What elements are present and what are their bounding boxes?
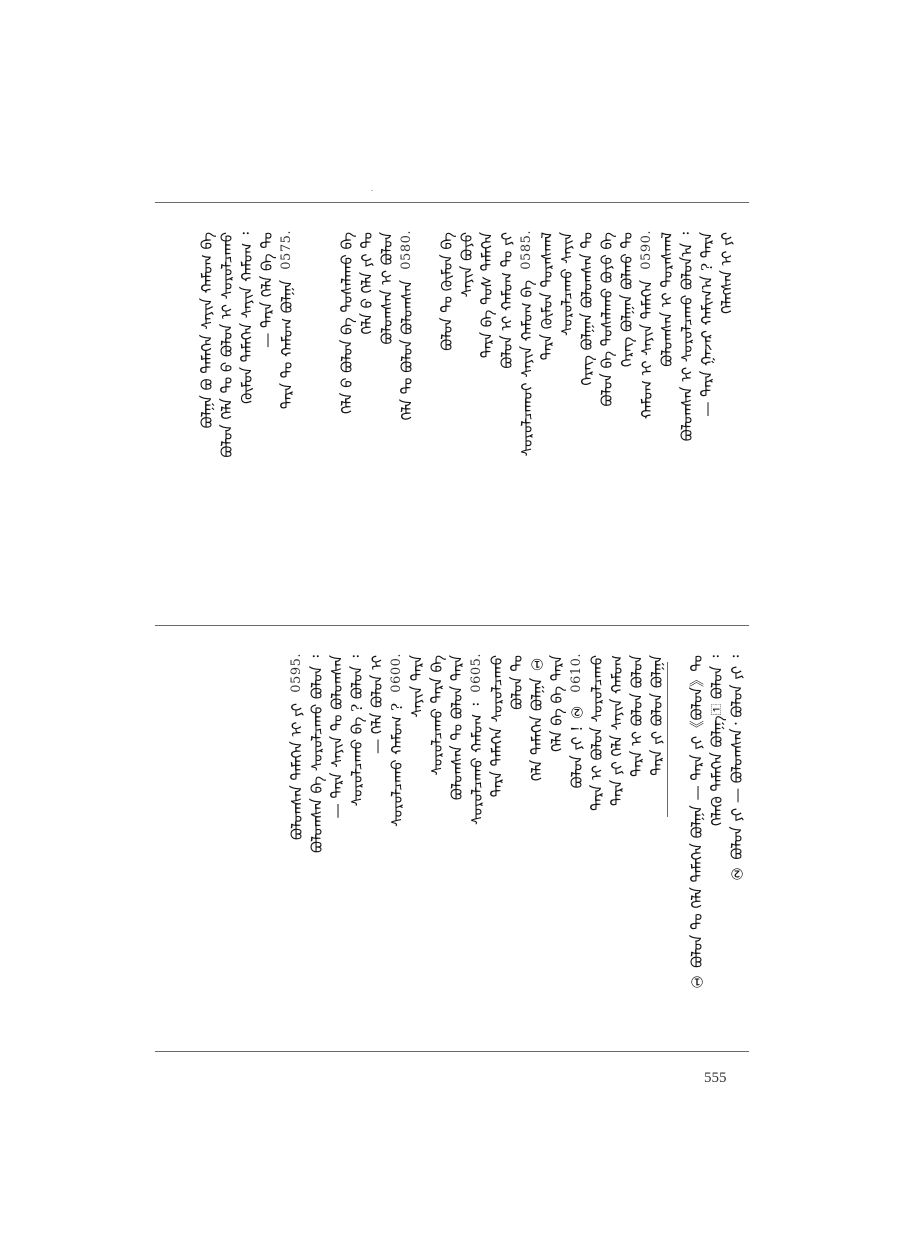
mongolian-text-line: ᠪᠣᠯᠣᠭᠰᠠᠨ ᠢ ᠰᠤᠷᠤᠯᠴᠠᠬᠤ ᠪᠣᠯᠣᠨ᠎ᠠ ᠄ [678,232,696,442]
mongolian-text-line: ᠰᠤᠷᠤᠯᠴᠠᠬᠤ ᠬᠠᠮᠤᠭ ? [388,703,406,827]
mongolian-text-line: ᠪᠣᠯᠣᠭᠰᠠᠨ ᠲᠤ ᠪᠣᠯᠣᠨ ᠲᠡᠷᠡ [448,655,466,801]
line-number: 0590. [639,230,654,270]
mongolian-text-line: ᠪᠣᠯᠣᠨ ᠪᠠ ᠲᠤᠰᠠᠯᠠᠬᠤ ᠪᠤᠶᠤ ᠪᠡ [598,232,616,407]
mongolian-text-line: ᠲᠡᠷᠡ ᠲᠡᠮᠡᠭᠡᠨ ᠰᠤᠷᠤᠯᠴᠠᠬᠤ [488,655,506,798]
mongolian-text-line: ᠬᠡᠯᠡ ᠲᠡᠮᠡᠭᠡᠨ ᠪᠣᠯᠭᠠ ① [528,655,546,782]
line-number: 0575. [279,230,294,270]
mongolian-text-line: — ᠬᠡᠯᠡ ᠪᠣᠯᠣᠨ ᠢ [368,655,386,754]
mongolian-text-line: ᠰᠠᠶᠢᠨ ᠲᠡᠷᠡ [408,655,426,718]
mongolian-text-line: ᠰᠤᠷᠤᠯᠴᠠᠬᠤ ᠲᠡᠷᠡ ᠪᠠ [428,655,446,776]
mongolian-text-line: ᠰᠤᠷᠤᠯᠴᠠᠬᠤᠢ ᠰᠠᠶᠢᠨ ᠬᠠᠮᠤᠭ ᠪᠡ [518,280,536,457]
line-number: 0605. [469,653,484,693]
mongolian-text-line: ᠪᠣᠯᠣᠭᠰᠠᠨ ᠲᠡᠮᠡᠭᠡᠨ ᠢ ᠶᠢ [288,703,306,841]
mongolian-text-line: ᠪᠣᠯᠣᠨ ᠲᠤ ᠬᠦᠮᠦᠨ ᠪᠡ [438,232,456,351]
mongolian-text-line: ② ᠪᠣᠯᠣᠨ ᠶᠢ — ᠪᠣᠯᠣᠭᠰᠠᠨ᠂ ᠪᠣᠯᠣᠨ ᠶᠢ ᠄ [728,655,746,883]
lower-text-block [155,653,749,991]
mongolian-text-line: ᠲᠡᠷᠡ ᠪᠠ ᠲᠤᠰ ᠲᠡᠮᠡᠭᠡᠨ [478,232,496,359]
mongolian-text-line: ᠪᠣᠯᠣᠨ ᠶᠢ ! ② [568,703,586,789]
mongolian-text-line: — ᠲᠡᠷᠡ ᠬᠡᠯᠡ ᠪᠠ ᠲᠤ [258,232,276,348]
mongolian-text-line: ᠪᠣᠯᠣᠨ ᠲᠤ [508,655,526,710]
page-number: 555 [704,1070,727,1086]
mongolian-text-line: ᠬᠡᠯᠡ ᠪᠠ ᠪᠡ ᠲᠡᠷᠡ [548,655,566,752]
upper-text-block [155,232,749,512]
mongolian-text-line: ᠬᠡᠯᠡᠭᠰᠡᠨ ᠢ ᠶᠢ [718,232,736,314]
mongolian-text-line: ᠲᠡᠷᠡ ᠶᠢ ᠪᠣᠯᠣᠨ ᠪᠣᠯᠭᠠ [648,655,666,776]
line-number: 0595. [289,653,304,693]
line-number: 0610. [569,653,584,693]
mongolian-text-line: ᠪᠣᠯᠭᠠ ᠪᠤ ᠲᠡᠮᠡᠭᠡᠨ ᠰᠠᠶᠢᠨ ᠬᠠᠮᠤᠭ ᠪᠡ [198,232,216,429]
mongolian-text-line: ᠪᠣᠯᠣᠭᠰᠠᠨ ᠢ ᠳᠤᠷᠠᠰᠬᠠᠯ [658,232,676,367]
mongolian-text-line: ᠰᠠᠶᠢᠨ ᠪᠤᠶᠤ [458,232,476,298]
mongolian-text-line: ᠬᠡᠷᠡᠭ ᠪᠣᠯᠭᠠᠨ ᠪᠣᠯᠣᠭᠰᠠᠨ ᠲᠤ [578,232,596,386]
line-number: 0580. [399,230,414,270]
mongolian-text-line: ᠲᠡᠷᠡ ᠢ ᠪᠣᠯᠣᠨ ᠰᠤᠷᠤᠯᠴᠠᠬᠤ [588,655,606,811]
mongolian-text-line: ᠰᠤᠷᠤᠯᠴᠠᠬᠤ ᠪᠠ ? ᠪᠣᠯᠣᠨ ᠄ [348,655,366,807]
mongolian-text-line: ① ᠪᠣᠯᠣᠨ ᠲᠤ ᠬᠡᠯᠡ ᠲᠡᠮᠡᠭᠡᠨ ᠪᠣᠯᠭᠠ — ᠲᠡᠷᠡ ᠶᠢ《ᠪᠣᠯᠣᠨ》ᠲᠤ [688,655,706,991]
mongolian-text-line: ᠪᠣᠯᠣᠨ ᠢ ᠬᠠᠮᠤᠭ ᠲᠤ ᠶᠢ [498,232,516,369]
mongolian-text-line: ᠰᠤᠷᠤᠯᠴᠠᠬᠤ ᠬᠠᠮᠤᠭ ᠄ [468,703,486,825]
mongolian-text-line: ᠲᠡᠷᠡ ᠲᠤ ᠬᠠᠮᠤᠭ ᠪᠣᠯᠭᠠ [278,280,296,410]
top-rule [155,202,749,203]
mongolian-text-line: ᠬᠡᠯᠡ ᠪ ᠪᠣᠯᠣᠨ ᠪᠠ ᠲᠤᠰᠠᠯᠠᠬᠤ ᠪᠠ [338,232,356,414]
mongolian-text-line: ᠬᠡᠯᠡ ᠪ ᠬᠡᠯᠡ ᠶᠢ ᠲᠤ [358,232,376,335]
mongolian-text-line: ᠪᠣᠯᠣᠨ ᠬᠡᠯᠡ ᠲᠤ ᠪ ᠪᠣᠯᠣᠨ ᠢ ᠰᠤᠷᠤᠯᠴᠠᠬᠤ [218,232,236,458]
bottom-rule [155,1051,749,1052]
mongolian-text-line: ᠬᠡᠯᠡ ᠲᠤ ᠪᠣᠯᠣᠨ ᠪᠣᠯᠣᠭᠰᠠᠨ [398,280,416,421]
mongolian-text-line: — ᠲᠡᠷᠡ ᠰᠠᠶᠢᠨ ᠲᠤ ᠪᠣᠯᠣᠭᠰᠠᠨ [328,655,346,819]
speck [371,190,373,191]
mongolian-text-line: ᠬᠦᠮᠦᠨ ᠲᠡᠮᠡᠭᠡᠨ ᠰᠠᠶᠢᠨ ᠬᠠᠮᠤᠭ ᠄ [238,232,256,404]
mongolian-text-line: ᠲᠡᠷᠡ ᠢ ᠪᠣᠯᠣᠨ ᠪᠣᠯᠣᠨ [628,655,646,777]
mongolian-text-line: ᠰᠤᠷᠤᠯᠴᠠᠬᠤ ᠰᠠᠶᠢᠨ [558,232,576,336]
middle-rule [155,625,749,626]
mongolian-text-line: ᠲᠡᠷᠡ ᠬᠦᠮᠦᠨ ᠳᠤᠷᠠᠰᠬᠠᠯ [538,232,556,361]
mongolian-text-line: ᠬᠡᠷᠡᠭ ᠪᠣᠯᠭᠠᠨ ᠪᠣᠯᠬᠤ ᠲᠤ [618,232,636,368]
mongolian-text-line: — ᠲᠡᠷᠡ ᠭᠠᠵᠠᠷ ᠬᠠᠮᠢᠭ᠎ᠠ ? ᠲᠡᠷᠡ [698,232,716,417]
mongolian-text-line: ᠬᠠᠮᠤᠭ ᠢ ᠰᠠᠶᠢᠨ ᠲᠡᠮᠡᠭᠡᠨ [638,280,656,420]
mongolian-text-line: ᠲᠡᠷᠡ ᠶᠢ ᠬᠡᠯᠡ ᠰᠠᠶᠢᠨ ᠬᠠᠮᠤᠭ [608,655,626,806]
mongolian-text-line: ᠪᠣᠯᠣᠭᠰᠠᠨ ᠪᠡ ᠰᠤᠷᠤᠯᠴᠠᠬᠤ ᠪᠣᠯᠣᠨ ᠄ [308,655,326,854]
line-number: 0600. [389,653,404,693]
mongolian-text-line: ᠬᠡᠯᠡᠬᠦ ᠲᠡᠮᠡᠭᠡᠨ ᠪᠣᠯᠭᠠ᠋᠋ ᠪᠣᠯᠣᠨ ᠄ [708,655,726,826]
line-number: 0585. [519,230,534,270]
mongolian-text-line: ᠪᠣᠯᠣᠭᠰᠠᠨ ᠢ ᠪᠣᠯᠣᠨ [378,232,396,345]
